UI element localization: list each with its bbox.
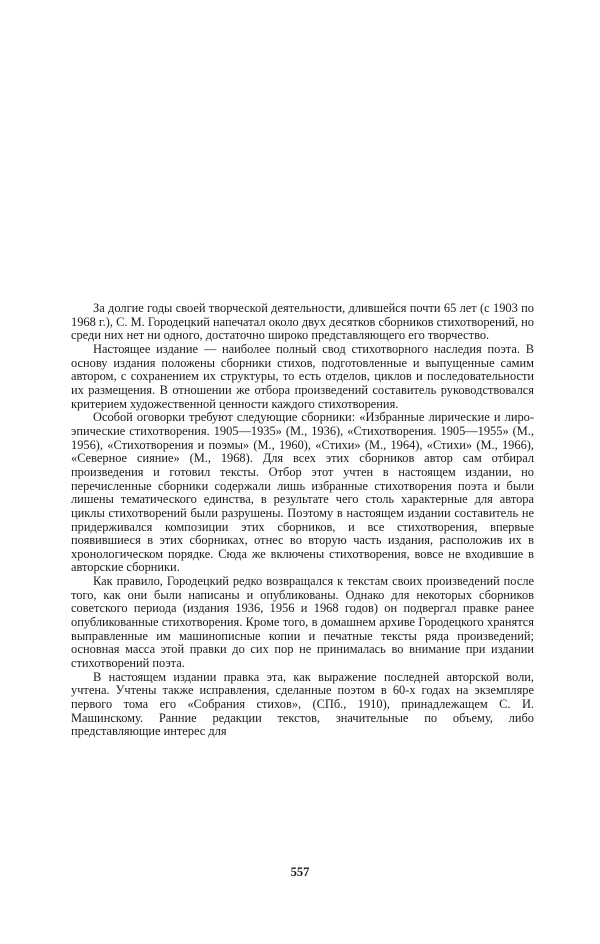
paragraph-5: В настоящем издании правка эта, как выражение последней авторской воли, учтена. Учтены также исправления, сделанные поэтом в 60-х годах на экземпляре первого тома его «Собрания стихов», (СПб., 1910), принадлежащем С. И. Машинскому. Ранние редакции текстов, значительные по объему, либо представляющие интерес для [71,669,534,739]
paragraph-2: Настоящее издание — наиболее полный свод стихотворного наследия поэта. В основу издания положены сборники стихов, подготовленные и выпущенные самим автором, с сохранением их структуры, то есть отделов, циклов и последовательности их размещения. В отношении же отбора произведений составитель руководствовался критерием художественной ценности каждого стихотворения. [71,341,534,411]
page-number: 557 [290,865,310,879]
body-text [71,302,534,739]
paragraph-4: Как правило, Городецкий редко возвращался к текстам своих произведений после того, как они были написаны и опубликованы. Однако для некоторых сборников советского периода (издания 1936, 1956 и 1968 годов) он подвергал правке ранее опубликованные стихотворения. Кроме того, в домашнем архиве Городецкого хранятся выправленные им машинописные копии и печатные тексты ряда произведений; основная масса этой правки до сих пор не принималась во внимание при издании стихотворений поэта. [71,574,534,671]
paragraph-1: За долгие годы своей творческой деятельности, длившейся почти 65 лет (с 1903 по 1968 г.), С. М. Городецкий напечатал около двух десятков сборников стихотворений, но среди них нет ни одного, достаточно широко представляющего его творчество. [71,301,534,343]
paragraph-3: Особой оговорки требуют следующие сборники: «Избранные лирические и лиро-эпические стихотворения. 1905—1935» (М., 1936), «Стихотворения. 1905—1955» (М., 1956), «Стихотворения и поэмы» (М., 1960), «Стихи» (М., 1964), «Стихи» (М., 1966), «Северное сияние» (М., 1968). Для всех этих сборников автор сам отбирал произведения и готовил тексты. Отбор этот учтен в настоящем издании, но перечисленные сборники содержали лишь избранные стихотворения поэта и были лишены тематического единства, в результате чего столь характерные для автора циклы стихотворений были разрушены. Поэтому в настоящем издании составитель не придерживался композиции этих сборников, и все стихотворения, впервые появившиеся в этих сборниках, отнес во вторую часть издания, расположив их в хронологическом порядке. Сюда же включены стихотворения, вовсе не входившие в авторские сборники. [71,410,534,575]
